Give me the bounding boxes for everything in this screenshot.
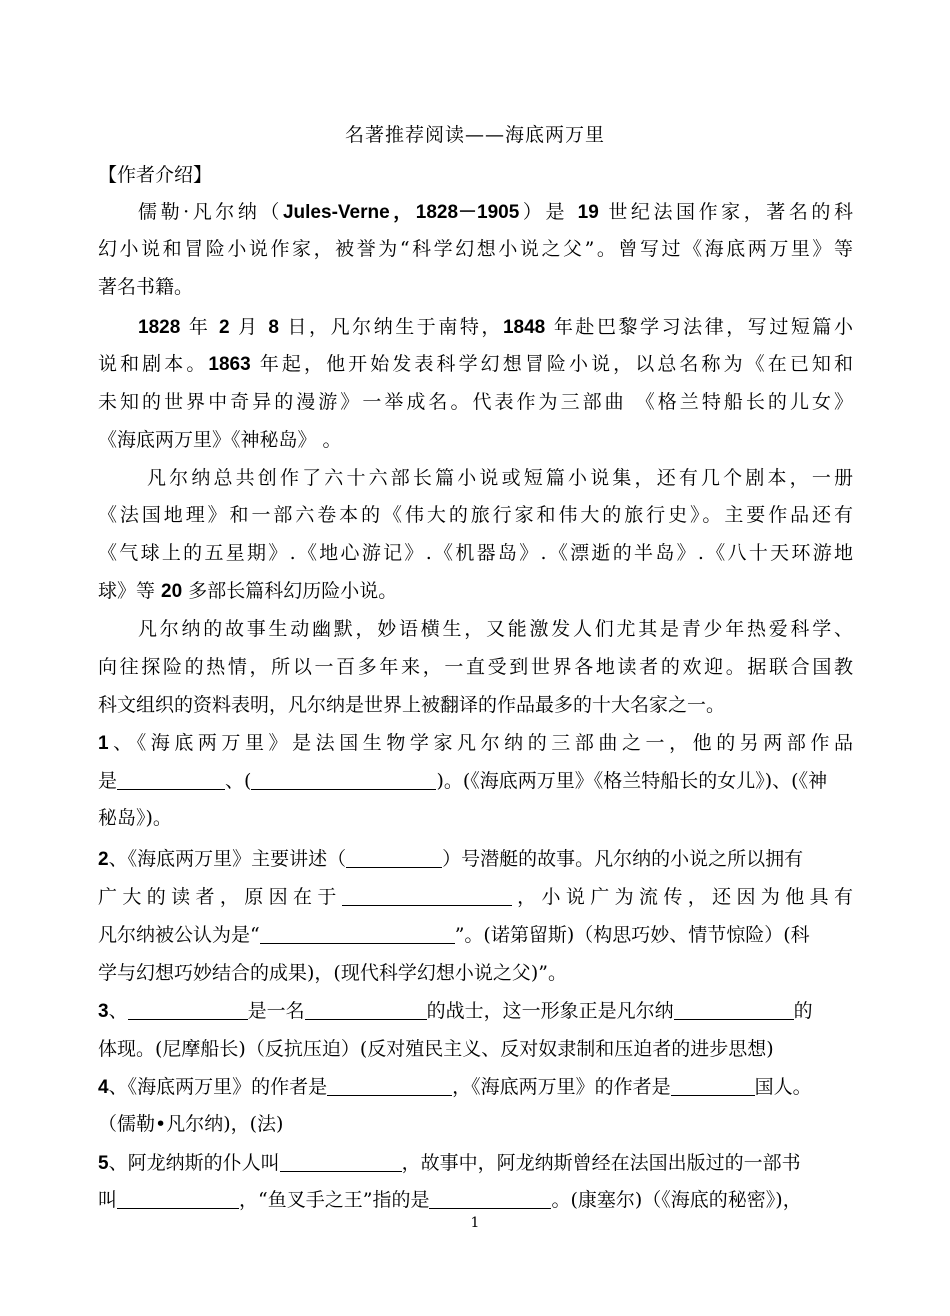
question-1-line: [98, 766, 853, 793]
text: 、《海底两万里》是法国生物学家凡尔纳的三部曲之一，他的另两部作品: [108, 732, 853, 754]
question-3-line: [98, 996, 853, 1023]
text: 叫: [98, 1189, 118, 1211]
answer-blank[interactable]: [117, 1190, 239, 1209]
text-bold: 1848: [502, 317, 546, 338]
text: 多部长篇科幻历险小说。: [182, 580, 398, 602]
question-2-line: [98, 882, 853, 909]
text: ，小说广为流传，还因为他具有: [511, 886, 853, 908]
question-5-line: [98, 1185, 853, 1212]
question-number: 3: [98, 1001, 109, 1022]
text: 是: [98, 770, 118, 792]
text: 国人。: [754, 1076, 812, 1098]
text: ）号潜艇的故事。凡尔纳的小说之所以拥有: [442, 848, 804, 870]
paragraph-line: 《法国地理》和一部六卷本的《伟大的旅行家和伟大的旅行史》。主要作品还有: [98, 504, 853, 526]
paragraph-line: 幻小说和冒险小说作家，被誉为“科学幻想小说之父”。曾写过《海底两万里》等: [98, 238, 853, 260]
question-3-line: 体现。(尼摩船长)（反抗压迫）(反对殖民主义、反对奴隶制和压迫者的进步思想): [98, 1038, 774, 1060]
paragraph-line: [138, 197, 853, 224]
text: 、: [108, 1000, 128, 1022]
text-bold: Jules-Verne，1828－1905: [282, 202, 520, 223]
answer-blank[interactable]: [342, 887, 512, 906]
question-1-line: [98, 728, 853, 755]
text: 是一名: [247, 1000, 305, 1022]
question-2-line: 学与幻想巧妙结合的成果)，(现代科学幻想小说之父)”。: [98, 962, 567, 984]
paragraph-line: [138, 312, 853, 339]
paragraph-line: 凡尔纳的故事生动幽默，妙语横生，又能激发人们尤其是青少年热爱科学、: [138, 618, 853, 640]
question-4-line: [98, 1072, 853, 1099]
text: 、阿龙纳斯的仆人叫: [108, 1152, 280, 1174]
question-5-line: [98, 1148, 853, 1175]
text: ，“鱼叉手之王”指的是: [239, 1189, 430, 1211]
answer-blank[interactable]: [674, 1001, 794, 1020]
text: 球》等: [98, 580, 162, 602]
text-bold: 20: [161, 581, 183, 602]
text-bold: 2: [219, 317, 230, 338]
paragraph-line: 凡尔纳总共创作了六十六部长篇小说或短篇小说集，还有几个剧本，一册: [147, 467, 853, 489]
text: 广大的读者，原因在于: [98, 886, 342, 908]
text: 的战士，这一形象正是凡尔纳: [426, 1000, 674, 1022]
text: 。(康塞尔)（《海底的秘密》)，: [551, 1189, 802, 1211]
answer-blank[interactable]: [346, 849, 442, 868]
text: ”。(诺第留斯)（构思巧妙、情节惊险）(科: [454, 924, 810, 946]
paragraph-line: 未知的世界中奇异的漫游》一举成名。代表作为三部曲 《格兰特船长的儿女》: [98, 391, 853, 413]
question-number: 4: [98, 1077, 109, 1098]
text: 年赴巴黎学习法律，写过短篇小: [545, 316, 853, 338]
question-number: 5: [98, 1153, 109, 1174]
question-1-line: 秘岛》)。: [98, 807, 172, 829]
question-number: 1: [98, 733, 109, 754]
paragraph-line: 《气球上的五星期》.《地心游记》.《机器岛》.《漂逝的半岛》.《八十天环游地: [98, 542, 853, 564]
question-4-line: （儒勒•凡尔纳)，(法): [98, 1113, 284, 1135]
answer-blank[interactable]: [251, 771, 436, 790]
question-number: 2: [98, 849, 109, 870]
answer-blank[interactable]: [280, 1153, 402, 1172]
paragraph-line: [98, 349, 853, 376]
text-bold: 1863: [208, 354, 251, 375]
text-bold: 1828: [138, 317, 181, 338]
paragraph-line: 《海底两万里》《神秘岛》 。: [98, 429, 342, 451]
document-title: 名著推荐阅读——海底两万里: [344, 124, 605, 146]
answer-blank[interactable]: [671, 1077, 755, 1096]
paragraph-line: 向往探险的热情，所以一百多年来，一直受到世界各地读者的欢迎。据联合国教: [98, 656, 853, 678]
answer-blank[interactable]: [260, 925, 455, 944]
text-bold: 8: [268, 317, 279, 338]
paragraph-line: 科文组织的资料表明，凡尔纳是世界上被翻译的作品最多的十大名家之一。: [98, 694, 726, 716]
text: 年: [180, 316, 220, 338]
text: 、(: [225, 770, 252, 792]
answer-blank[interactable]: [117, 771, 225, 790]
text: 、《海底两万里》主要讲述（: [108, 848, 347, 870]
text: 年起，他开始发表科学幻想冒险小说，以总名称为《在已知和: [250, 353, 853, 375]
text: 、《海底两万里》的作者是: [108, 1076, 328, 1098]
answer-blank[interactable]: [327, 1077, 452, 1096]
text: ，《海底两万里》的作者是: [452, 1076, 671, 1098]
answer-blank[interactable]: [128, 1001, 248, 1020]
paragraph-line: 著名书籍。: [98, 276, 194, 298]
text: 月: [229, 316, 269, 338]
text: 世纪法国作家，著名的科: [598, 201, 853, 223]
question-2-line: [98, 844, 853, 871]
answer-blank[interactable]: [305, 1001, 427, 1020]
text: ）是: [519, 201, 578, 223]
text: 的: [793, 1000, 813, 1022]
page-number: 1: [470, 1215, 480, 1231]
text: 凡尔纳被公认为是“: [98, 924, 260, 946]
text: )。(《海底两万里》《格兰特船长的女儿》)、(《神: [436, 770, 828, 792]
section-header: 【作者介绍】: [98, 164, 213, 186]
text-bold: 19: [577, 202, 599, 223]
text: 儒勒·凡尔纳（: [138, 201, 283, 223]
question-2-line: [98, 920, 853, 947]
paragraph-line: [98, 576, 853, 603]
answer-blank[interactable]: [429, 1190, 551, 1209]
text: 说和剧本。: [98, 353, 209, 375]
text: 日，凡尔纳生于南特，: [278, 316, 503, 338]
text: ，故事中，阿龙纳斯曾经在法国出版过的一部书: [401, 1152, 801, 1174]
